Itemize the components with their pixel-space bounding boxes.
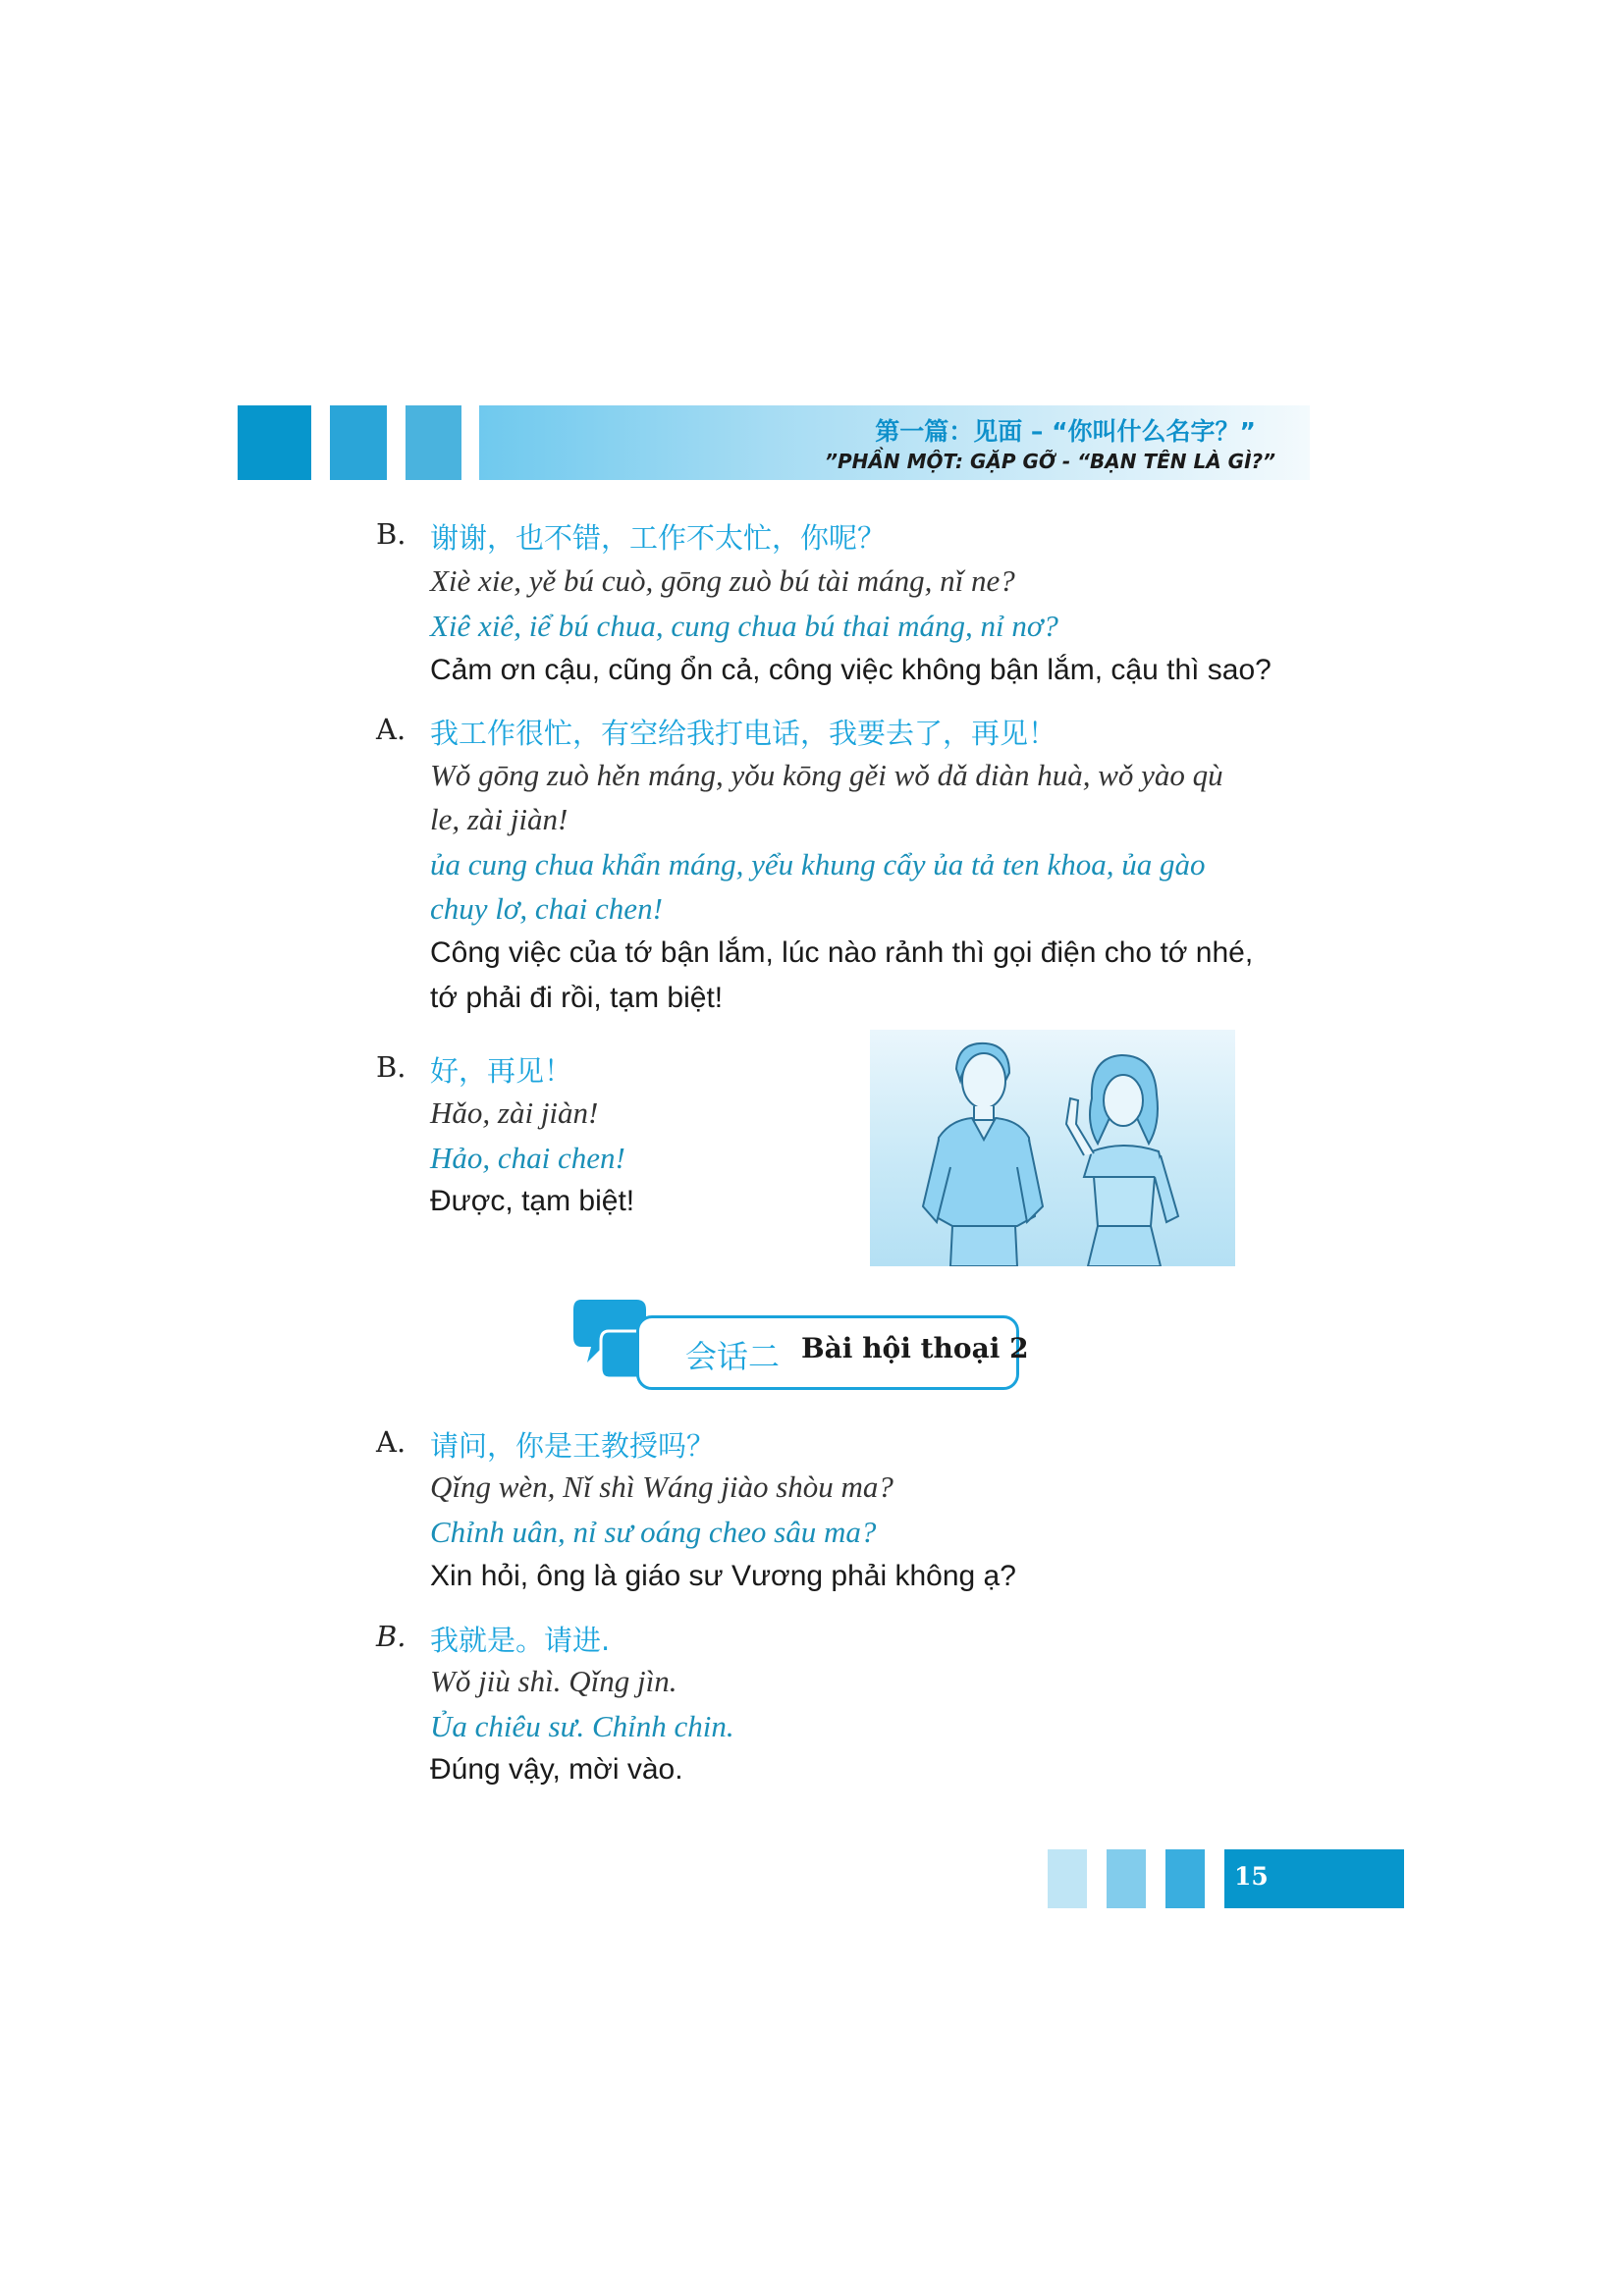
pinyin-line: Qǐng wèn, Nǐ shì Wáng jiào shòu ma? bbox=[430, 1469, 893, 1504]
phonetic-line: ủa cung chua khẩn máng, yểu khung cẩy ủa tả ten khoa, ủa gào bbox=[430, 847, 1206, 881]
chinese-line: 好，再见！ bbox=[430, 1054, 573, 1088]
chinese-line: 我工作很忙，有空给我打电话，我要去了，再见！ bbox=[430, 717, 1057, 750]
pinyin-line: Hǎo, zài jiàn! bbox=[430, 1095, 599, 1130]
conversation-illustration bbox=[870, 1030, 1235, 1266]
vietnamese-line: Xin hỏi, ông là giáo sư Vương phải không ạ? bbox=[430, 1560, 1016, 1592]
pinyin-line: Wǒ gōng zuò hěn máng, yǒu kōng gěi wǒ dǎ diàn huà, wǒ yào qù bbox=[430, 758, 1223, 792]
vietnamese-line: Được, tạm biệt! bbox=[430, 1185, 635, 1217]
man-figure bbox=[923, 1043, 1043, 1266]
speaker-label: A. bbox=[376, 1425, 406, 1459]
phonetic-line: Hảo, chai chen! bbox=[430, 1141, 625, 1175]
section-title-chinese: 会话二 bbox=[685, 1338, 781, 1375]
phonetic-line: Chỉnh uân, nỉ sư oáng cheo sâu ma? bbox=[430, 1515, 877, 1549]
header-square-3 bbox=[406, 405, 461, 480]
footer-square-3 bbox=[1165, 1849, 1205, 1908]
header-square-1 bbox=[238, 405, 311, 480]
vietnamese-line: Đúng vậy, mời vào. bbox=[430, 1753, 683, 1786]
vietnamese-line: Công việc của tớ bận lắm, lúc nào rảnh thì gọi điện cho tớ nhé, bbox=[430, 936, 1254, 969]
speaker-label: B. bbox=[376, 1620, 406, 1653]
chinese-line: 请问，你是王教授吗？ bbox=[430, 1429, 716, 1463]
pinyin-line: Wǒ jiù shì. Qǐng jìn. bbox=[430, 1664, 677, 1698]
speaker-label: B. bbox=[376, 1050, 406, 1084]
speaker-label: A. bbox=[376, 713, 406, 746]
pinyin-line: le, zài jiàn! bbox=[430, 802, 568, 836]
chapter-title-vietnamese: ”PHẦN MỘT: GẶP GỠ - “BẠN TÊN LÀ GÌ?” bbox=[825, 450, 1275, 473]
vietnamese-line: Cảm ơn cậu, cũng ổn cả, công việc không bận lắm, cậu thì sao? bbox=[430, 654, 1272, 686]
page-number: 15 bbox=[1234, 1862, 1269, 1891]
footer-square-1 bbox=[1048, 1849, 1087, 1908]
phonetic-line: Xiê xiê, iể bú chua, cung chua bú thai máng, nỉ nơ? bbox=[430, 609, 1058, 643]
phonetic-line: Ủa chiêu sư. Chỉnh chin. bbox=[430, 1709, 734, 1743]
chinese-line: 我就是。请进. bbox=[430, 1624, 611, 1657]
section-title-vietnamese: Bài hội thoại 2 bbox=[801, 1332, 1029, 1364]
woman-figure bbox=[1066, 1055, 1178, 1266]
footer-square-2 bbox=[1107, 1849, 1146, 1908]
chinese-line: 谢谢，也不错，工作不太忙，你呢？ bbox=[430, 521, 887, 555]
pinyin-line: Xiè xie, yě bú cuò, gōng zuò bú tài máng, nǐ ne? bbox=[430, 563, 1015, 598]
speaker-label: B. bbox=[376, 517, 406, 551]
header-square-2 bbox=[330, 405, 387, 480]
two-people-drawing bbox=[870, 1030, 1235, 1266]
vietnamese-line: tớ phải đi rồi, tạm biệt! bbox=[430, 982, 724, 1014]
chapter-title-chinese: 第一篇：见面 – “你叫什么名字？” bbox=[875, 417, 1256, 446]
phonetic-line: chuy lơ, chai chen! bbox=[430, 891, 663, 926]
